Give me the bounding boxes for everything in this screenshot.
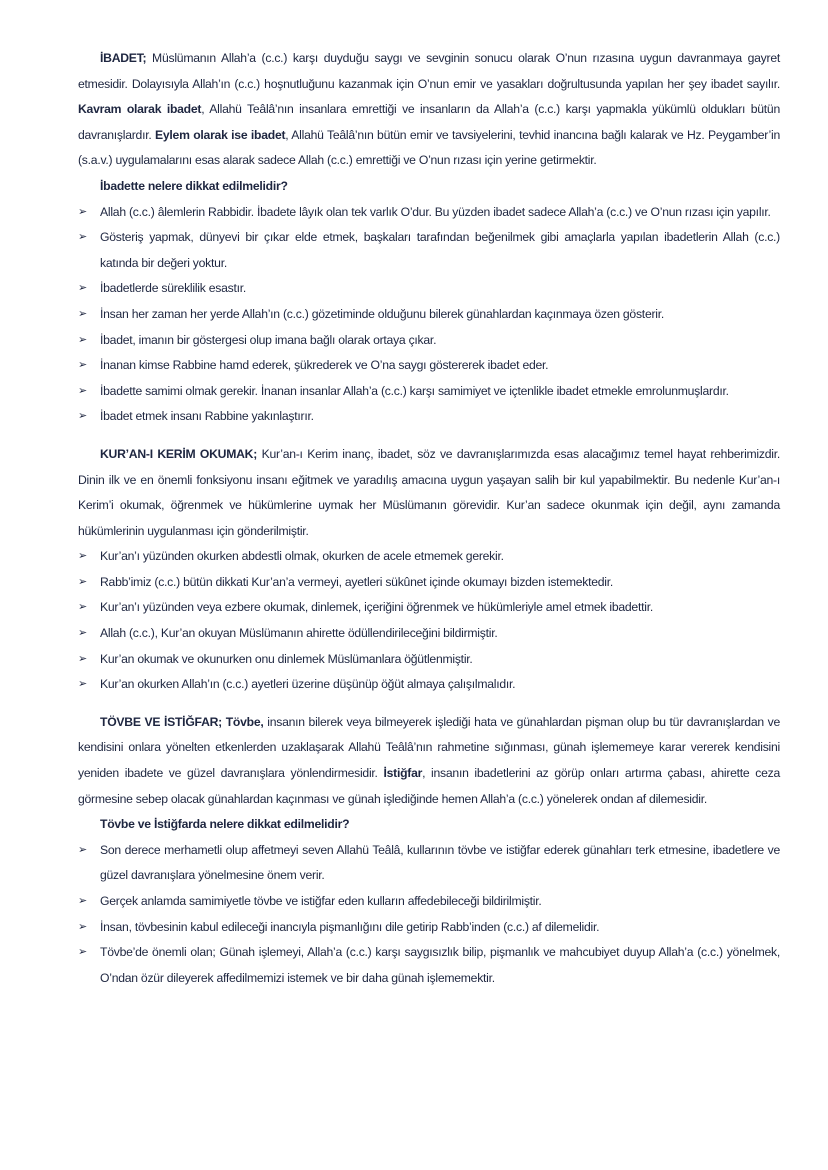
arrow-right-icon: ➢ — [78, 384, 87, 397]
section-heading: Tövbe ve İstiğfarda nelere dikkat edilmelidir? — [100, 817, 350, 832]
paragraph-text: , insanın ibadetlerini az görüp onları artırma çabası, ahirette ceza görmesine sebep olacak günahlardan kaçınması ve günah işlediğinde hemen Allah’a (c.c.) yönelerek ondan af dilemesidir. — [78, 766, 780, 806]
list-item — [78, 379, 780, 405]
arrow-right-icon: ➢ — [78, 231, 87, 244]
paragraph-text: Kur’an-ı Kerim inanç, ibadet, söz ve davranışlarımızda esas alacağımız temel hayat rehberimizdir. Dinin ilk ve en önemli fonksiyonu insanı eğitmek ve yaradılış amacına uygun yaşayan salih bir kul yapabilmektir. Bu nedenle Kur’an-ı Kerim’i okumak, öğrenmek ve hükümlerine uymak her Müslümanın görevidir. Kur’an sadece okunmak için değil, aynı zamanda hükümlerinin uygulanması için gönderilmiştir. — [78, 446, 780, 538]
list-item — [78, 889, 780, 915]
list-item-text: Kur’an’ı yüzünden veya ezbere okumak, dinlemek, içeriğini öğrenmek ve hükümleriyle amel etmek ibadettir. — [100, 600, 653, 615]
list-item — [78, 276, 780, 302]
bold-term: İBADET; — [100, 51, 147, 65]
list-item — [78, 225, 780, 276]
list-item-text: Son derece merhametli olup affetmeyi seven Allahü Teâlâ, kullarının tövbe ve istiğfar ederek günahları terk etmesine, ibadetlere ve güzel davranışlara yönelmesine önem verir. — [100, 842, 780, 883]
section-gap — [78, 698, 780, 710]
list-item-text: İnanan kimse Rabbine hamd ederek, şükrederek ve O’na saygı göstererek ibadet eder. — [100, 358, 549, 373]
bold-term: KUR’AN-I KERİM OKUMAK; — [100, 446, 258, 461]
list-item-text: İnsan, tövbesinin kabul edileceği inancıyla pişmanlığını dile getirip Rabb’inden (c.c.) af dilemelidir. — [100, 919, 600, 934]
list-item-text: Allah (c.c.) âlemlerin Rabbidir. İbadete lâyık olan tek varlık O’dur. Bu yüzden ibadet sadece Allah’a (c.c.) ve O’nun rızası için yapılır. — [100, 204, 771, 219]
list-item-text: İnsan her zaman her yerde Allah’ın (c.c.) gözetiminde olduğunu bilerek günahlardan kaçınmaya özen gösterir. — [100, 306, 665, 321]
list-item — [78, 328, 780, 354]
paragraph-text: Müslümanın Allah’a (c.c.) karşı duyduğu saygı ve sevginin sonucu olarak O’nun rızasına uygun davranmaya gayret etmesidir. Dolayısıyla Allah’ın (c.c.) hoşnutluğunu kazanmak için O’nun emir ve yasakları doğrultusunda yapılan her şey ibadet sayılır. — [78, 51, 780, 91]
list-item — [78, 672, 780, 698]
arrow-right-icon: ➢ — [78, 575, 87, 588]
bold-term: İstiğfar — [383, 766, 423, 781]
list-item-text: İbadet etmek insanı Rabbine yakınlaştırır. — [100, 409, 314, 424]
bullet-list — [78, 544, 780, 698]
list-item — [78, 544, 780, 570]
arrow-right-icon: ➢ — [78, 678, 87, 691]
arrow-right-icon: ➢ — [78, 205, 87, 218]
list-item-text: Kur’an’ı yüzünden okurken abdestli olmak, okurken de acele etmemek gerekir. — [100, 549, 504, 564]
list-item-text: Gösteriş yapmak, dünyevi bir çıkar elde etmek, başkaları tarafından beğenilmek gibi amaçlarla yapılan ibadetlerin Allah (c.c.) katında bir değeri yoktur. — [100, 230, 780, 270]
list-item-text: Gerçek anlamda samimiyetle tövbe ve istiğfar eden kulların affedebileceği bildirilmiştir. — [100, 894, 542, 908]
list-item — [78, 200, 780, 226]
bold-term: Kavram olarak ibadet — [78, 102, 202, 117]
arrow-right-icon: ➢ — [78, 307, 87, 320]
arrow-right-icon: ➢ — [78, 920, 87, 933]
arrow-right-icon: ➢ — [78, 843, 87, 856]
arrow-right-icon: ➢ — [78, 946, 87, 959]
paragraph-text: , Allahü Teâlâ’nın bütün emir ve tavsiyelerini, tevhid inancına bağlı kalarak ve Hz. Peygamber’in (s.a.v.) uygulamalarını esas alarak sadece Allah (c.c.) emrettiği ve O’nun rızası için yerine getirmektir. — [78, 127, 780, 168]
arrow-right-icon: ➢ — [78, 359, 87, 372]
bullet-list — [78, 200, 780, 430]
arrow-right-icon: ➢ — [78, 333, 87, 346]
section-paragraph — [78, 710, 780, 812]
bold-term: Eylem olarak ise ibadet — [155, 127, 286, 142]
list-item — [78, 915, 780, 941]
arrow-right-icon: ➢ — [78, 282, 87, 295]
arrow-right-icon: ➢ — [78, 410, 87, 423]
arrow-right-icon: ➢ — [78, 652, 87, 665]
list-item-text: Kur’an okurken Allah’ın (c.c.) ayetleri üzerine düşünüp öğüt almaya çalışılmalıdır. — [100, 677, 516, 692]
section-gap — [78, 430, 780, 442]
list-item — [78, 302, 780, 328]
paragraph-text: , Allahü Teâlâ’nın insanlara emrettiği ve insanların da Allah’a (c.c.) karşı yapmakla yükümlü oldukları bütün davranışlardır. — [78, 102, 780, 142]
list-item-text: İbadetlerde süreklilik esastır. — [100, 281, 247, 296]
list-item-text: İbadette samimi olmak gerekir. İnanan insanlar Allah’a (c.c.) karşı samimiyet ve içtenlikle ibadet etmekle emrolunmuşlardır. — [100, 383, 729, 398]
list-item — [78, 353, 780, 379]
list-item — [78, 621, 780, 647]
list-item-text: Rabb’imiz (c.c.) bütün dikkati Kur’an’a vermeyi, ayetleri sükûnet içinde okumayı bizden istemektedir. — [100, 574, 614, 589]
bold-term: TÖVBE VE İSTİĞFAR; Tövbe, — [100, 714, 264, 729]
list-item-text: Allah (c.c.), Kur’an okuyan Müslümanın ahirette ödüllendirileceğini bildirmiştir. — [100, 626, 498, 641]
list-item — [78, 838, 780, 889]
list-item — [78, 940, 780, 991]
arrow-right-icon: ➢ — [78, 601, 87, 614]
list-item — [78, 570, 780, 596]
arrow-right-icon: ➢ — [78, 627, 87, 640]
list-item — [78, 647, 780, 673]
list-item — [78, 595, 780, 621]
paragraph-text: insanın bilerek veya bilmeyerek işlediği hata ve günahlardan pişman olup bu tür davranışlardan ve kendisini onlara yönelten etkenlerden uzaklaşarak Allahü Teâlâ’nın rahmetine sığınması, günah işlememeye karar vererek kendisini yeniden ibadete ve güzel davranışlara yönlendirmesidir. — [78, 714, 780, 781]
arrow-right-icon: ➢ — [78, 550, 87, 563]
bullet-list — [78, 838, 780, 992]
list-item-text: İbadet, imanın bir göstergesi olup imana bağlı olarak ortaya çıkar. — [100, 332, 437, 347]
section-heading: İbadette nelere dikkat edilmelidir? — [100, 178, 288, 193]
arrow-right-icon: ➢ — [78, 895, 87, 907]
list-item-text: Tövbe’de önemli olan; Günah işlemeyi, Allah’a (c.c.) karşı saygısızlık bilip, pişmanlık ve mahcubiyet duyup Allah’a (c.c.) yönelmek, O’ndan özür dileyerek affedilmemizi istemek ve bir daha günah işlememektir. — [100, 945, 780, 985]
section-paragraph — [78, 46, 780, 174]
list-item — [78, 404, 780, 430]
list-item-text: Kur’an okumak ve okunurken onu dinlemek Müslümanlara öğütlenmiştir. — [100, 651, 473, 666]
section-paragraph — [78, 442, 780, 544]
